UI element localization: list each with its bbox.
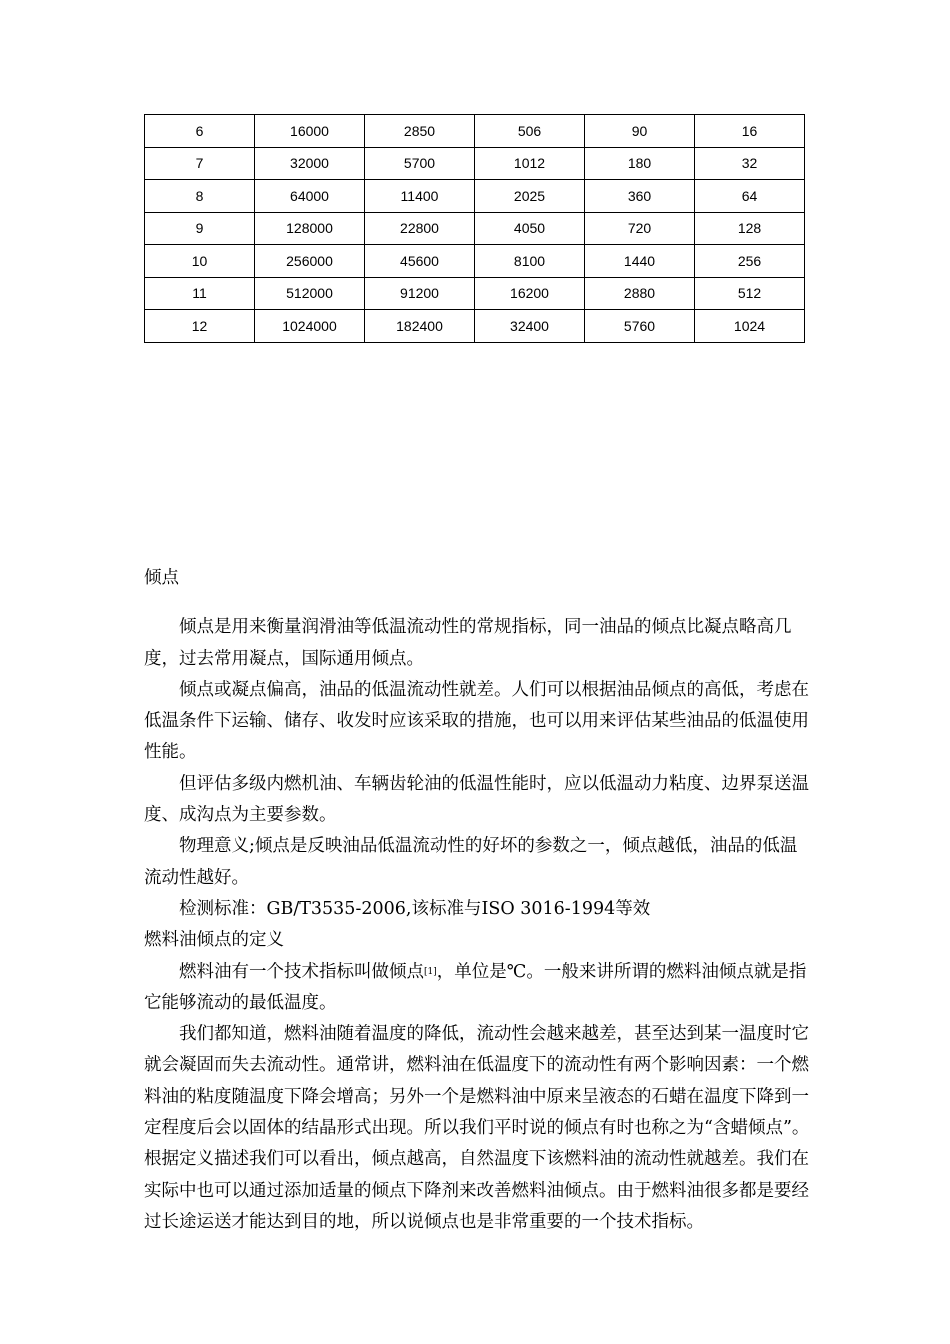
paragraph-explanation: 我们都知道，燃料油随着温度的降低，流动性会越来越差，甚至达到某一温度时它就会凝固而失去流动性。通常讲，燃料油在低温度下的流动性有两个影响因素：一个燃料油的粘度随温度下降会增高；另外一个是燃料油中原来呈液态的石蜡在温度下降到一定程度后会以固体的结晶形式出现。所以我们平时说的倾点有时也称之为“含蜡倾点”。根据定义描述我们可以看出，倾点越高，自然温度下该燃料油的流动性就越差。我们在实际中也可以通过添加适量的倾点下降剂来改善燃料油倾点。由于燃料油很多都是要经过长途运送才能达到目的地，所以说倾点也是非常重要的一个技术指标。 [144, 1024, 810, 1232]
table-cell: 512 [695, 277, 805, 310]
table-cell: 4050 [475, 212, 585, 245]
paragraph: 倾点是用来衡量润滑油等低温流动性的常规指标，同一油品的倾点比凝点略高几度，过去常用凝点，国际通用倾点。 [144, 617, 792, 669]
table-cell: 8 [145, 180, 255, 213]
table-cell: 12 [145, 310, 255, 343]
table-cell: 2880 [585, 277, 695, 310]
table-cell: 11400 [365, 180, 475, 213]
table-row [145, 212, 805, 245]
table-cell: 22800 [365, 212, 475, 245]
table-cell: 512000 [255, 277, 365, 310]
section-title-pour-point: 倾点 [144, 568, 179, 588]
table-cell: 91200 [365, 277, 475, 310]
table-cell: 360 [585, 180, 695, 213]
table-cell: 45600 [365, 245, 475, 278]
table-cell: 64000 [255, 180, 365, 213]
table-cell: 128000 [255, 212, 365, 245]
paragraph: 但评估多级内燃机油、车辆齿轮油的低温性能时，应以低温动力粘度、边界泵送温度、成沟点为主要参数。 [144, 773, 809, 826]
paragraph: 物理意义;倾点是反映油品低温流动性的好坏的参数之一，倾点越低，油品的低温流动性越好。 [144, 836, 798, 888]
data-table-container [144, 114, 805, 343]
table-cell: 128 [695, 212, 805, 245]
table-row [145, 310, 805, 343]
definition-text-end: ，单位是℃。一般来讲所谓的燃料油倾点就是指它能够流动的最低温度。 [144, 961, 807, 1013]
table-row [145, 147, 805, 180]
table-row [145, 115, 805, 148]
table-cell: 8100 [475, 245, 585, 278]
table-cell: 90 [585, 115, 695, 148]
table-cell: 256000 [255, 245, 365, 278]
table-cell: 32000 [255, 147, 365, 180]
table-cell: 16 [695, 115, 805, 148]
table-cell: 16000 [255, 115, 365, 148]
reference-link[interactable]: [1] [424, 966, 437, 977]
table-row [145, 180, 805, 213]
table-row [145, 277, 805, 310]
table-cell: 9 [145, 212, 255, 245]
table-cell: 16200 [475, 277, 585, 310]
definition-text-start: 燃料油有一个技术指标叫做倾点 [179, 961, 424, 982]
table-cell: 1024000 [255, 310, 365, 343]
table-cell: 182400 [365, 310, 475, 343]
table-cell: 32 [695, 147, 805, 180]
section-title-fuel-oil-pour-point: 燃料油倾点的定义 [144, 930, 284, 951]
table-cell: 2025 [475, 180, 585, 213]
table-cell: 7 [145, 147, 255, 180]
table-cell: 1012 [475, 147, 585, 180]
paragraph-definition [144, 957, 814, 1020]
table-cell: 180 [585, 147, 695, 180]
table-cell: 256 [695, 245, 805, 278]
table-cell: 506 [475, 115, 585, 148]
data-table [144, 114, 805, 343]
table-cell: 32400 [475, 310, 585, 343]
table-cell: 11 [145, 277, 255, 310]
table-cell: 1440 [585, 245, 695, 278]
table-cell: 5700 [365, 147, 475, 180]
table-cell: 64 [695, 180, 805, 213]
paragraph-standard: 检测标准：GB/T3535-2006,该标准与ISO 3016-1994等效 [179, 898, 651, 919]
table-cell: 5760 [585, 310, 695, 343]
paragraph: 倾点或凝点偏高，油品的低温流动性就差。人们可以根据油品倾点的高低，考虑在低温条件下运输、储存、收发时应该采取的措施，也可以用来评估某些油品的低温使用性能。 [144, 679, 809, 763]
document-body [144, 563, 814, 1238]
table-cell: 720 [585, 212, 695, 245]
table-row [145, 245, 805, 278]
table-cell: 6 [145, 115, 255, 148]
data-table-body [145, 115, 805, 343]
table-cell: 2850 [365, 115, 475, 148]
table-cell: 10 [145, 245, 255, 278]
table-cell: 1024 [695, 310, 805, 343]
